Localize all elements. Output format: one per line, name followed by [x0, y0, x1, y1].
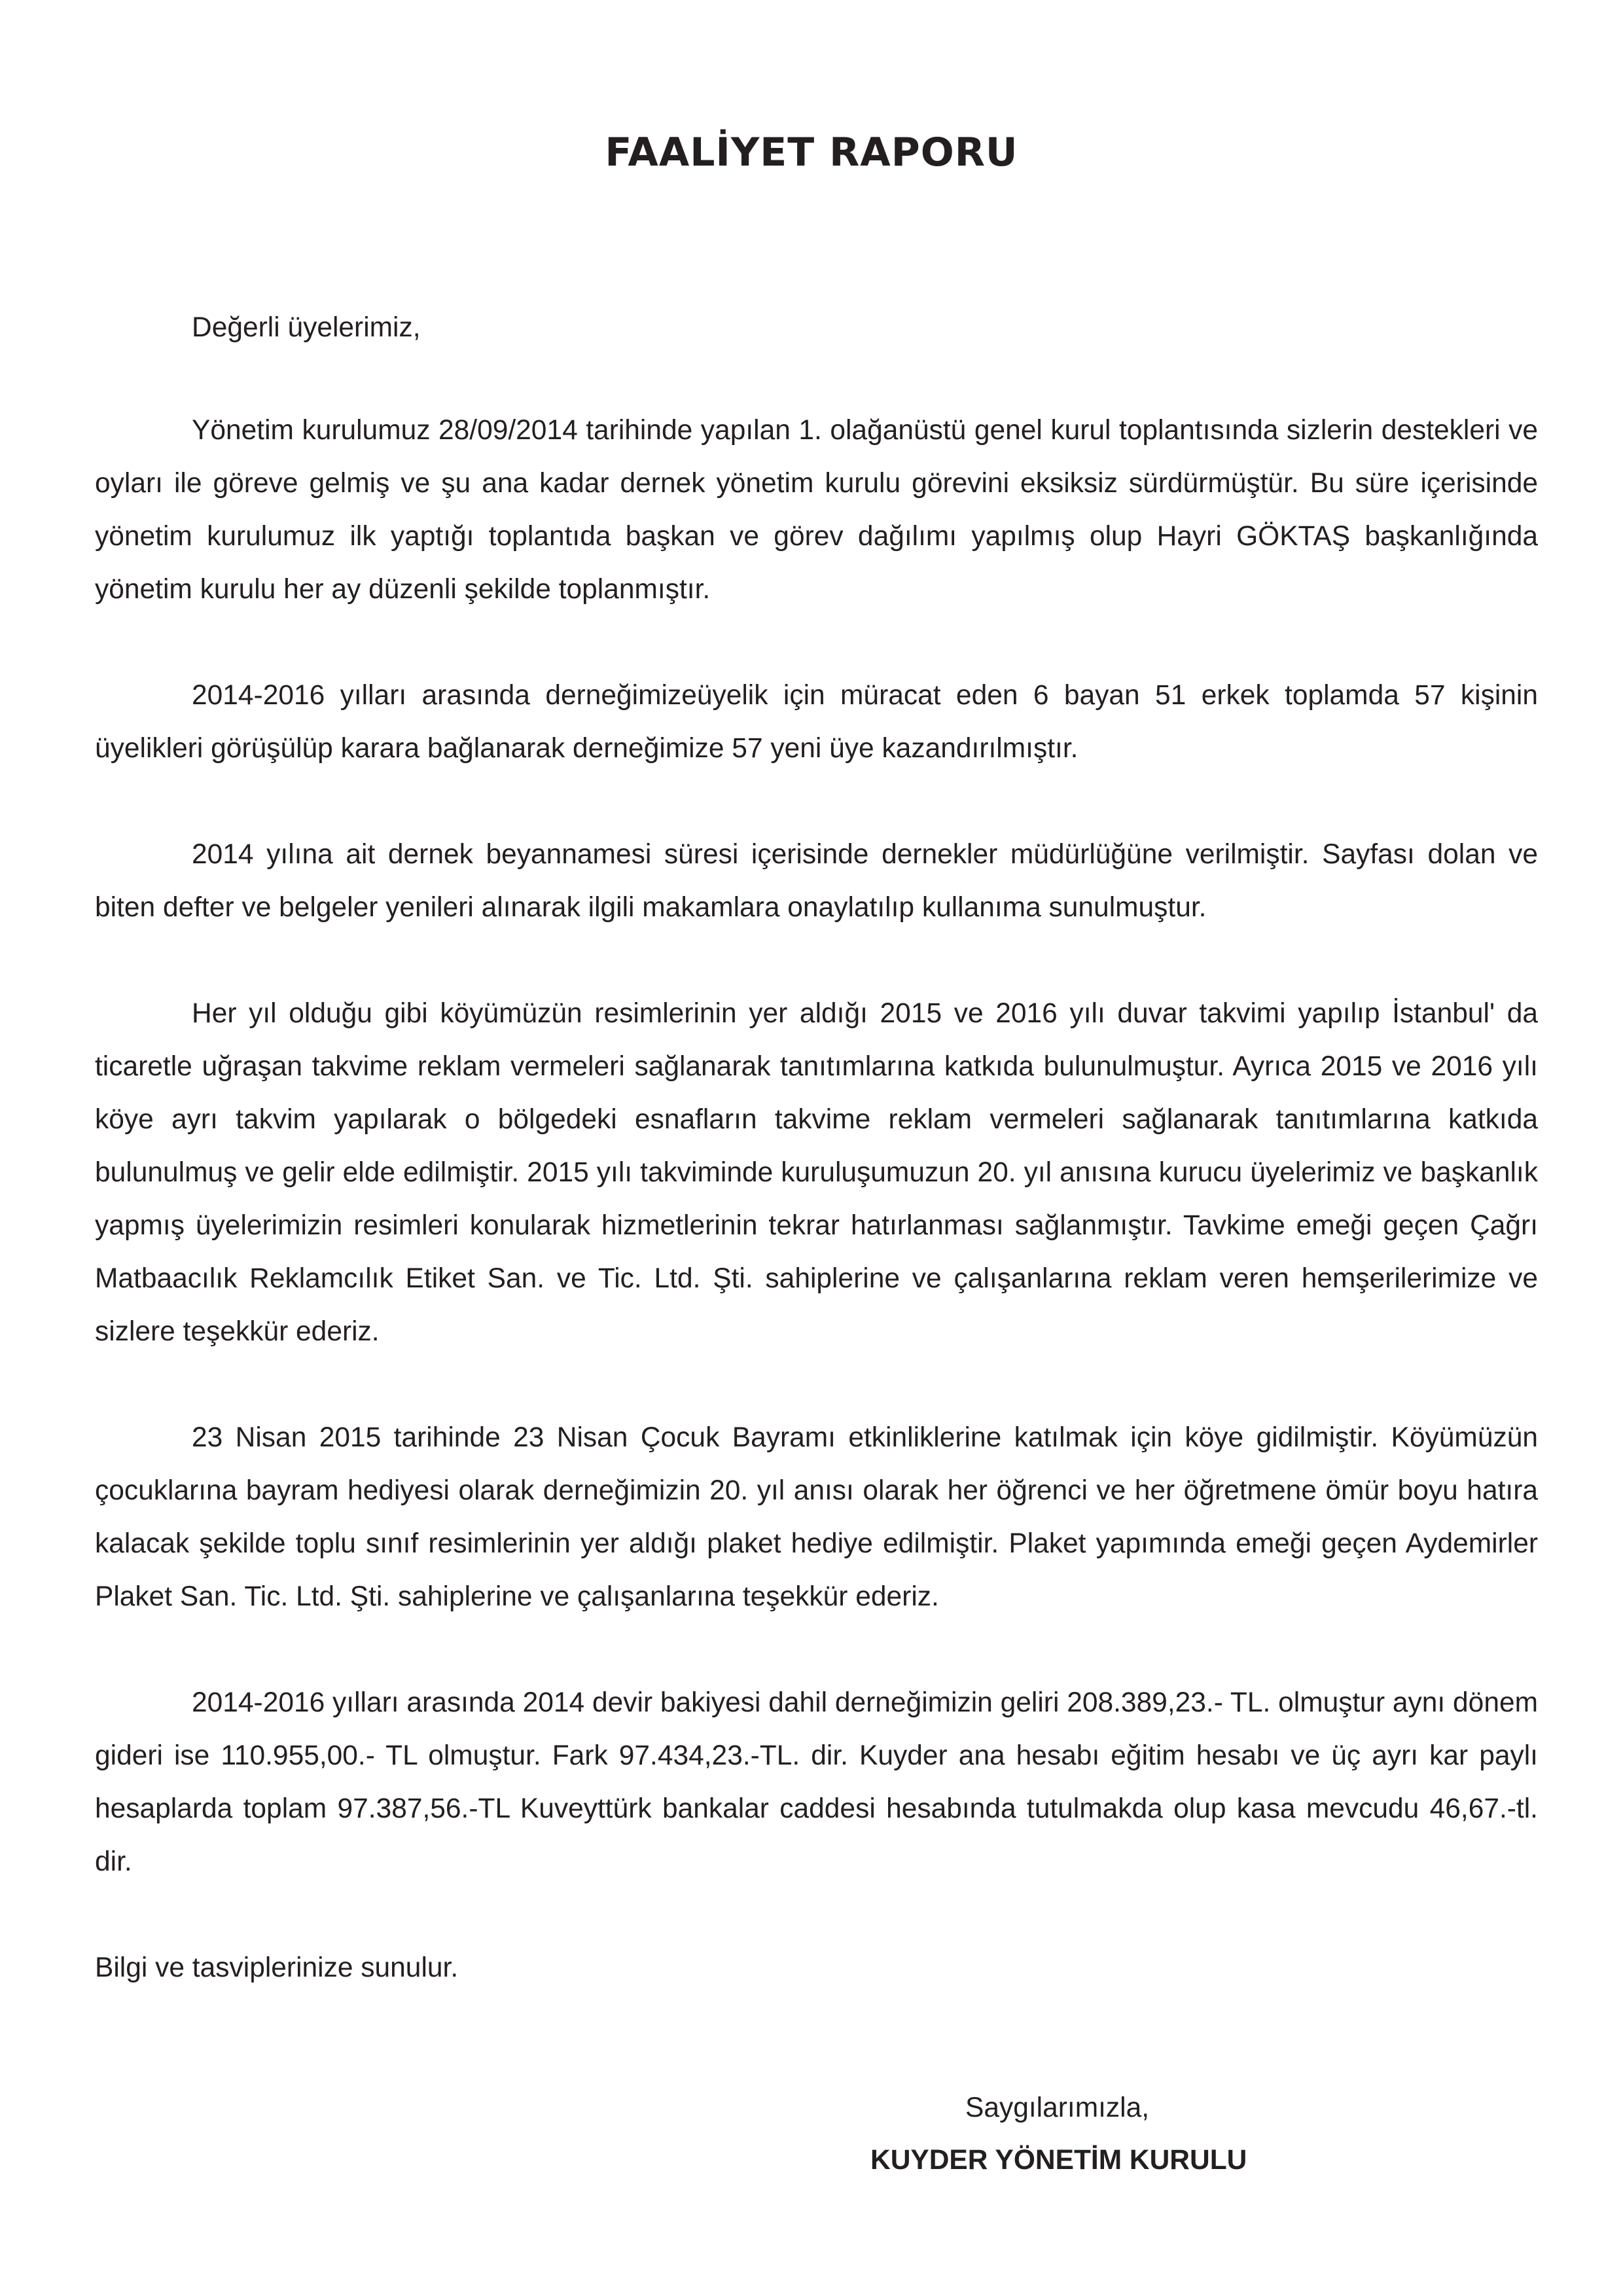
paragraph-childrens-day: 23 Nisan 2015 tarihinde 23 Nisan Çocuk Bayramı etkinliklerine katılmak için köye gidilmiştir. Köyümüzün çocuklarına bayram hediyesi olarak derneğimizin 20. yıl anısı olarak her öğrenci ve her öğretmene ömür boyu hatıra kalacak şekilde toplu sınıf resimlerinin yer aldığı plaket hediye edilmiştir. Plaket yapımında emeği geçen Aydemirler Plaket San. Tic. Ltd. Şti. sahiplerine ve çalışanlarına teşekkür ederiz. [95, 1422, 1538, 1612]
paragraph-declaration: 2014 yılına ait dernek beyannamesi süresi içerisinde dernekler müdürlüğüne verilmiştir. Sayfası dolan ve biten defter ve belgeler yenileri alınarak ilgili makamlara onaylatılıp kullanıma sunulmuştur. [95, 839, 1538, 923]
document-title: FAALİYET RAPORU [605, 130, 1018, 175]
paragraph-calendar: Her yıl olduğu gibi köyümüzün resimlerinin yer aldığı 2015 ve 2016 yılı duvar takvimi yapılıp İstanbul' da ticaretle uğraşan takvime reklam vermeleri sağlanarak tanıtımlarına katkıda bulunulmuştur. Ayrıca 2015 ve 2016 yılı köye ayrı takvim yapılarak o bölgedeki esnafların takvime reklam vermeleri sağlanarak tanıtımlarına katkıda bulunulmuş ve gelir elde edilmiştir. 2015 yılı takviminde kuruluşumuzun 20. yıl anısına kurucu üyelerimiz ve başkanlık yapmış üyelerimizin resimleri konularak hizmetlerinin tekrar hatırlanması sağlanmıştır. Tavkime emeği geçen Çağrı Matbaacılık Reklamcılık Etiket San. ve Tic. Ltd. Şti. sahiplerine ve çalışanlarına reklam veren hemşerilerimize ve sizlere teşekkür ederiz. [95, 998, 1538, 1347]
final-note: Bilgi ve tasviplerinize sunulur. [95, 1952, 459, 1983]
signature: KUYDER YÖNETİM KURULU [870, 2145, 1247, 2176]
paragraph-board-meetings: Yönetim kurulumuz 28/09/2014 tarihinde yapılan 1. olağanüstü genel kurul toplantısında sizlerin destekleri ve oyları ile göreve gelmiş ve şu ana kadar dernek yönetim kurulu görevini eksiksiz sürdürmüştür. Bu süre içerisinde yönetim kurulumuz ilk yaptığı toplantıda başkan ve görev dağılımı yapılmış olup Hayri GÖKTAŞ başkanlığında yönetim kurulu her ay düzenli şekilde toplanmıştır. [95, 415, 1538, 605]
closing: Saygılarımızla, [965, 2092, 1150, 2123]
salutation: Değerli üyelerimiz, [192, 312, 421, 343]
document-body [95, 404, 1538, 2047]
paragraph-new-members: 2014-2016 yılları arasında derneğimizeüyelik için müracat eden 6 bayan 51 erkek toplamda 57 kişinin üyelikleri görüşülüp karara bağlanarak derneğimize 57 yeni üye kazandırılmıştır. [95, 680, 1538, 764]
paragraph-finances: 2014-2016 yılları arasında 2014 devir bakiyesi dahil derneğimizin geliri 208.389,23.- TL. olmuştur aynı dönem gideri ise 110.955,00.- TL olmuştur. Fark 97.434,23.-TL. dir. Kuyder ana hesabı eğitim hesabı ve üç ayrı kar paylı hesaplarda toplam 97.387,56.-TL Kuveyttürk bankalar caddesi hesabında tutulmakda olup kasa mevcudu 46,67.-tl. dir. [95, 1687, 1538, 1877]
